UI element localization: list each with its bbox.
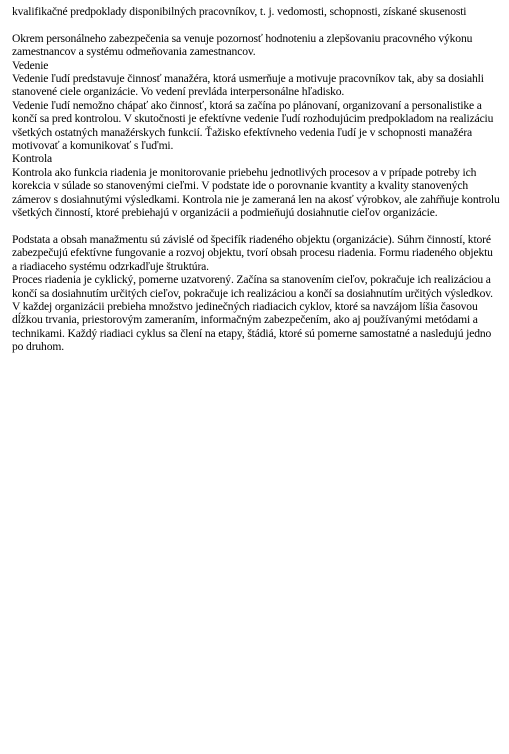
paragraph-podstata: Podstata a obsah manažmentu sú závislé od špecifík riadeného objektu (organizácie). Súhrn činností, ktoré zabezpečujú efektívne fungovanie a rozvoj objektu, tvorí obsah procesu riadenia. Formu riadeného objektu a riadiaceho systému odzrkadľuje štruktúra. <box>12 232 493 273</box>
paragraph-personnel: Okrem personálneho zabezpečenia sa venuje pozornosť hodnoteniu a zlepšovaniu pracovného výkonu zamestnancov a systému odmeňovania zamestnancov. <box>12 31 473 59</box>
paragraph-qualifications: kvalifikačné predpoklady disponibilných pracovníkov, t. j. vedomosti, schopnosti, získané skusenosti <box>12 5 467 18</box>
heading-vedenie: Vedenie <box>12 58 49 72</box>
paragraph-vedenie-detail: Vedenie ľudí nemožno chápať ako činnosť, ktorá sa začína po plánovaní, organizovaní a personalistike a končí sa pred kontrolou. V skutočnosti je efektívne vedenie ľudí rozhodujúcim predpokladom na realizáciu všetkých ostatných manažérskych funkcií. Ťažisko efektívneho vedenia ľudí je v schopnosti manažéra motivovať a komunikovať s ľuďmi. <box>12 98 494 153</box>
paragraph-proces: Proces riadenia je cyklický, pomerne uzatvorený. Začína sa stanovením cieľov, pokračuje ich realizáciou a končí sa dosiahnutím určitých cieľov, pokračuje ich realizáciou a končí sa dosiahnutím určitých výsledkov. V každej organizácii prebieha množstvo jedinečných riadiacich cyklov, ktoré sa navzájom líšia časovou dĺžkou trvania, priestorovým zameraním, informačným zabezpečením, ako aj používanými metódami a technikami. Každý riadiaci cyklus sa člení na etapy, štádiá, ktoré sú pomerne samostatné a nasledujú jedno po druhom. <box>12 273 493 354</box>
blank-line <box>12 18 500 31</box>
document-page <box>12 5 500 354</box>
paragraph-kontrola: Kontrola ako funkcia riadenia je monitorovanie priebehu jednotlivých procesov a v prípade potreby ich korekcia v súlade so stanovenými cieľmi. V podstate ide o porovnanie kvantity a kvality stanovených zámerov s dosiahnutými výsledkami. Kontrola nie je zameraná len na akosť výrobkov, ale zahŕňuje kontrolu všetkých činností, ktoré prebiehajú v organizácii a podmieňujú dosiahnutie cieľov organizácie. <box>12 165 500 220</box>
heading-kontrola: Kontrola <box>12 152 53 166</box>
blank-line <box>12 219 500 232</box>
paragraph-vedenie-definition: Vedenie ľudí predstavuje činnosť manažéra, ktorá usmerňuje a motivuje pracovníkov tak, aby sa dosiahli stanovené ciele organizácie. Vo vedení prevláda interpersonálne hľadisko. <box>12 72 484 99</box>
